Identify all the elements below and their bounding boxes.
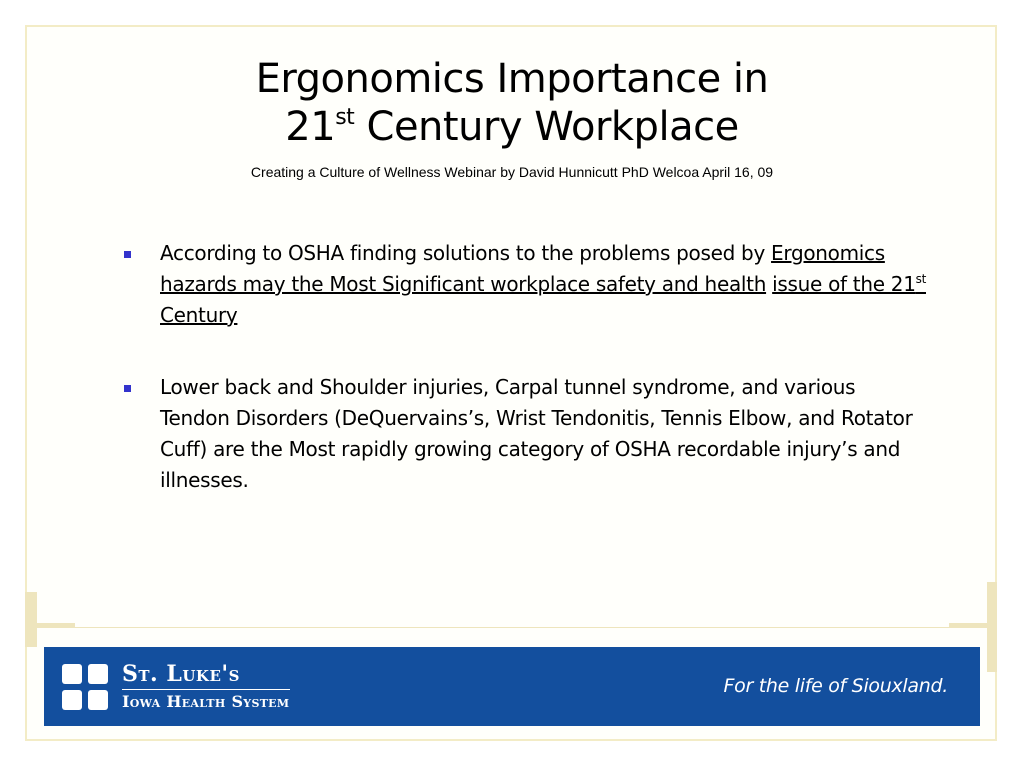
slide-subtitle: Creating a Culture of Wellness Webinar by David Hunnicutt PhD Welcoa April 16, 09 bbox=[250, 164, 774, 180]
logo-wordmark bbox=[122, 661, 290, 711]
title-ordinal: st bbox=[335, 105, 355, 130]
footer-band bbox=[44, 647, 980, 726]
title-line-1: Ergonomics Importance in bbox=[255, 56, 769, 102]
title-line-2 bbox=[0, 103, 1024, 151]
logo-divider bbox=[122, 689, 290, 690]
square-bullet-icon bbox=[124, 385, 131, 392]
bullet-text: Lower back and Shoulder injuries, Carpal tunnel syndrome, and various Tendon Disorders (DeQuervains’s, Wrist Tendonitis, Tennis Elbow, and Rotator Cuff) are the Most rapidly growing category of OSHA recordable injury’s and illnesses. bbox=[160, 375, 913, 492]
bullet-item bbox=[120, 238, 930, 331]
century-ordinal: st bbox=[915, 272, 926, 286]
square-bullet-icon bbox=[124, 251, 131, 258]
title-rest: Century Workplace bbox=[354, 104, 739, 150]
century-word: Century bbox=[160, 303, 238, 327]
bullet-text: According to OSHA finding solutions to the problems posed by bbox=[160, 241, 772, 265]
century-number: issue of the 21 bbox=[772, 272, 916, 296]
cross-window-logo-icon bbox=[62, 664, 108, 710]
bullet-list bbox=[120, 238, 930, 537]
tagline: For the life of Siouxland. bbox=[723, 675, 948, 697]
bullet-item bbox=[120, 372, 930, 496]
logo-name: St. Luke's bbox=[122, 661, 240, 687]
slide-title bbox=[0, 55, 1024, 151]
title-number: 21 bbox=[285, 104, 336, 150]
rule-line bbox=[47, 627, 975, 628]
bullet-underlined-text: Ergonomics hazards may the Most Significant workplace safety and health bbox=[160, 241, 885, 296]
logo-system: Iowa Health System bbox=[122, 692, 290, 711]
left-ornament bbox=[25, 592, 37, 647]
